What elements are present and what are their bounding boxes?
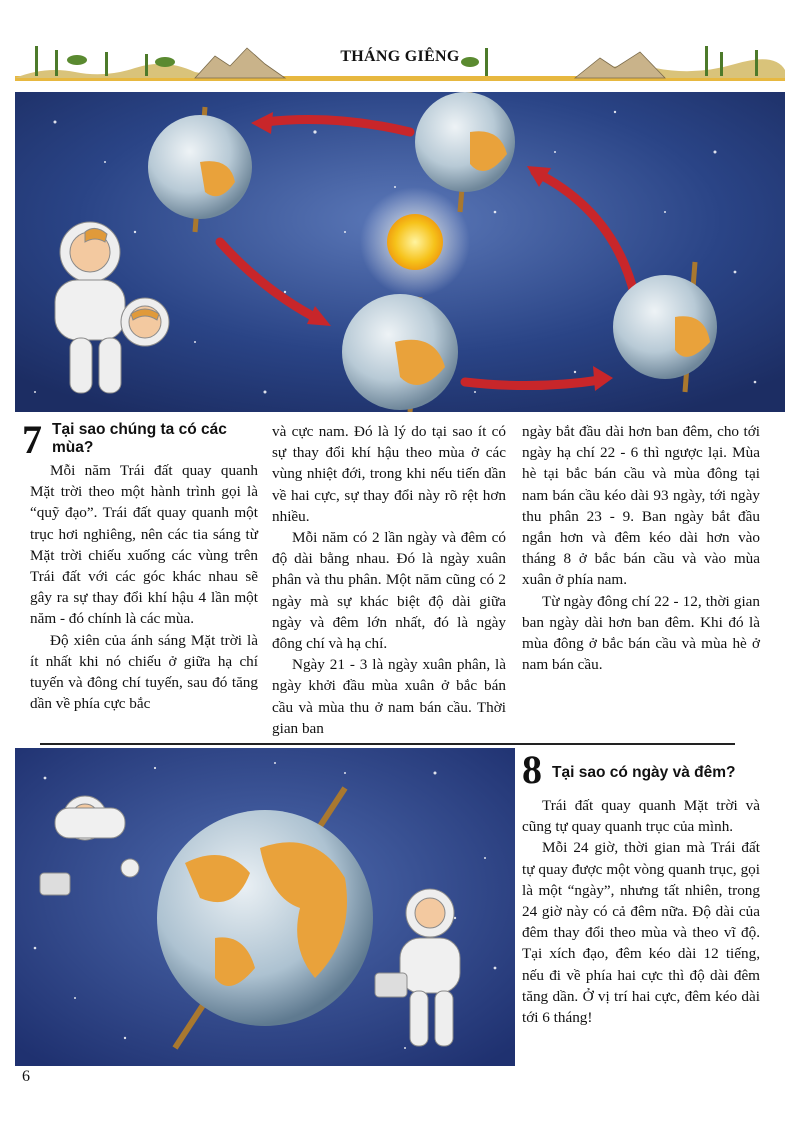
header-title: THÁNG GIÊNG [340, 48, 460, 65]
paragraph: Trái đất quay quanh Mặt trời và cũng tự quay quanh trục của mình. [522, 797, 760, 836]
paragraph: Từ ngày đông chí 22 - 12, thời gian ban ngày dài hơn ban đêm. Khi đó là mùa đông ở bắc bán cầu và mùa hè ở nam bán cầu. [522, 592, 760, 674]
section-divider [40, 743, 735, 745]
paragraph: và cực nam. Đó là lý do tại sao ít có sự thay đổi khí hậu theo mùa ở các vùng nhiệt đới, trong khi nếu tiến dần về hai cực, sự thay đổi này rõ rệt hơn nhiều. [272, 423, 506, 525]
paragraph: Ngày 21 - 3 là ngày xuân phân, là ngày khởi đầu mùa xuân ở bắc bán cầu và mùa thu ở nam bán cầu. Thời gian ban [272, 656, 506, 737]
page-number: 6 [22, 1068, 30, 1085]
paragraph: Độ xiên của ánh sáng Mặt trời là ít nhất khi nó chiếu ở giữa hạ chí tuyến và đông chí tuyến, sau đó tăng dần về phía cực bắc [30, 631, 258, 713]
question-number-7: 7 [22, 417, 42, 462]
section8-column [522, 795, 760, 1028]
earth-rotation-illustration [15, 748, 515, 1066]
question-number-8: 8 [522, 747, 542, 792]
section7-column-2 [272, 421, 506, 739]
question-heading-7: Tại sao chúng ta có các mùa? [52, 421, 227, 456]
paragraph: Mỗi năm Trái đất quay quanh Mặt trời theo một hành trình gọi là “quỹ đạo”. Trái đất quay quanh một trục hơi nghiêng, nên các tia sáng từ Mặt trời chiếu xuống các vùng trên Trái đất với các góc khác nhau sẽ gây ra sự thay đổi khí hậu 4 lần một năm - đó chính là các mùa. [30, 462, 258, 628]
question-heading-8: Tại sao có ngày và đêm? [552, 764, 736, 781]
paragraph: Mỗi 24 giờ, thời gian mà Trái đất tự quay được một vòng quanh trục, gọi là một “ngày”, nhưng tất nhiên, trong 24 giờ này có cả đêm nữa. Độ dài của đêm thay đổi theo mùa và theo vĩ độ. Tại xích đạo, đêm kéo dài 12 tiếng, nếu đi về phía hai cực thì độ dài đêm tăng dần. Ở vị trí hai cực, đêm kéo dài tới 6 tháng! [522, 839, 760, 1027]
section7-column-1 [30, 460, 258, 714]
paragraph: ngày bắt đầu dài hơn ban đêm, cho tới ngày hạ chí 22 - 6 thì ngược lại. Mùa hè tại bắc bán cầu và mùa đông tại nam bán cầu kéo dài 93 ngày, tới ngày thu phân 23 - 9. Ban ngày bắt đầu ngắn hơn và đêm kéo dài hơn vào tháng 8 ở bắc bán cầu và vào mùa xuân ở phía nam. [522, 423, 760, 589]
section7-column-3 [522, 421, 760, 675]
orbit-illustration [15, 92, 785, 412]
sun-shape [387, 214, 443, 270]
paragraph: Mỗi năm có 2 lần ngày và đêm có độ dài bằng nhau. Đó là ngày xuân phân và thu phân. Một năm cũng có 2 ngày mà sự khác biệt độ dài giữa ngày và đêm lớn nhất, đó là ngày đông chí và hạ chí. [272, 529, 506, 653]
